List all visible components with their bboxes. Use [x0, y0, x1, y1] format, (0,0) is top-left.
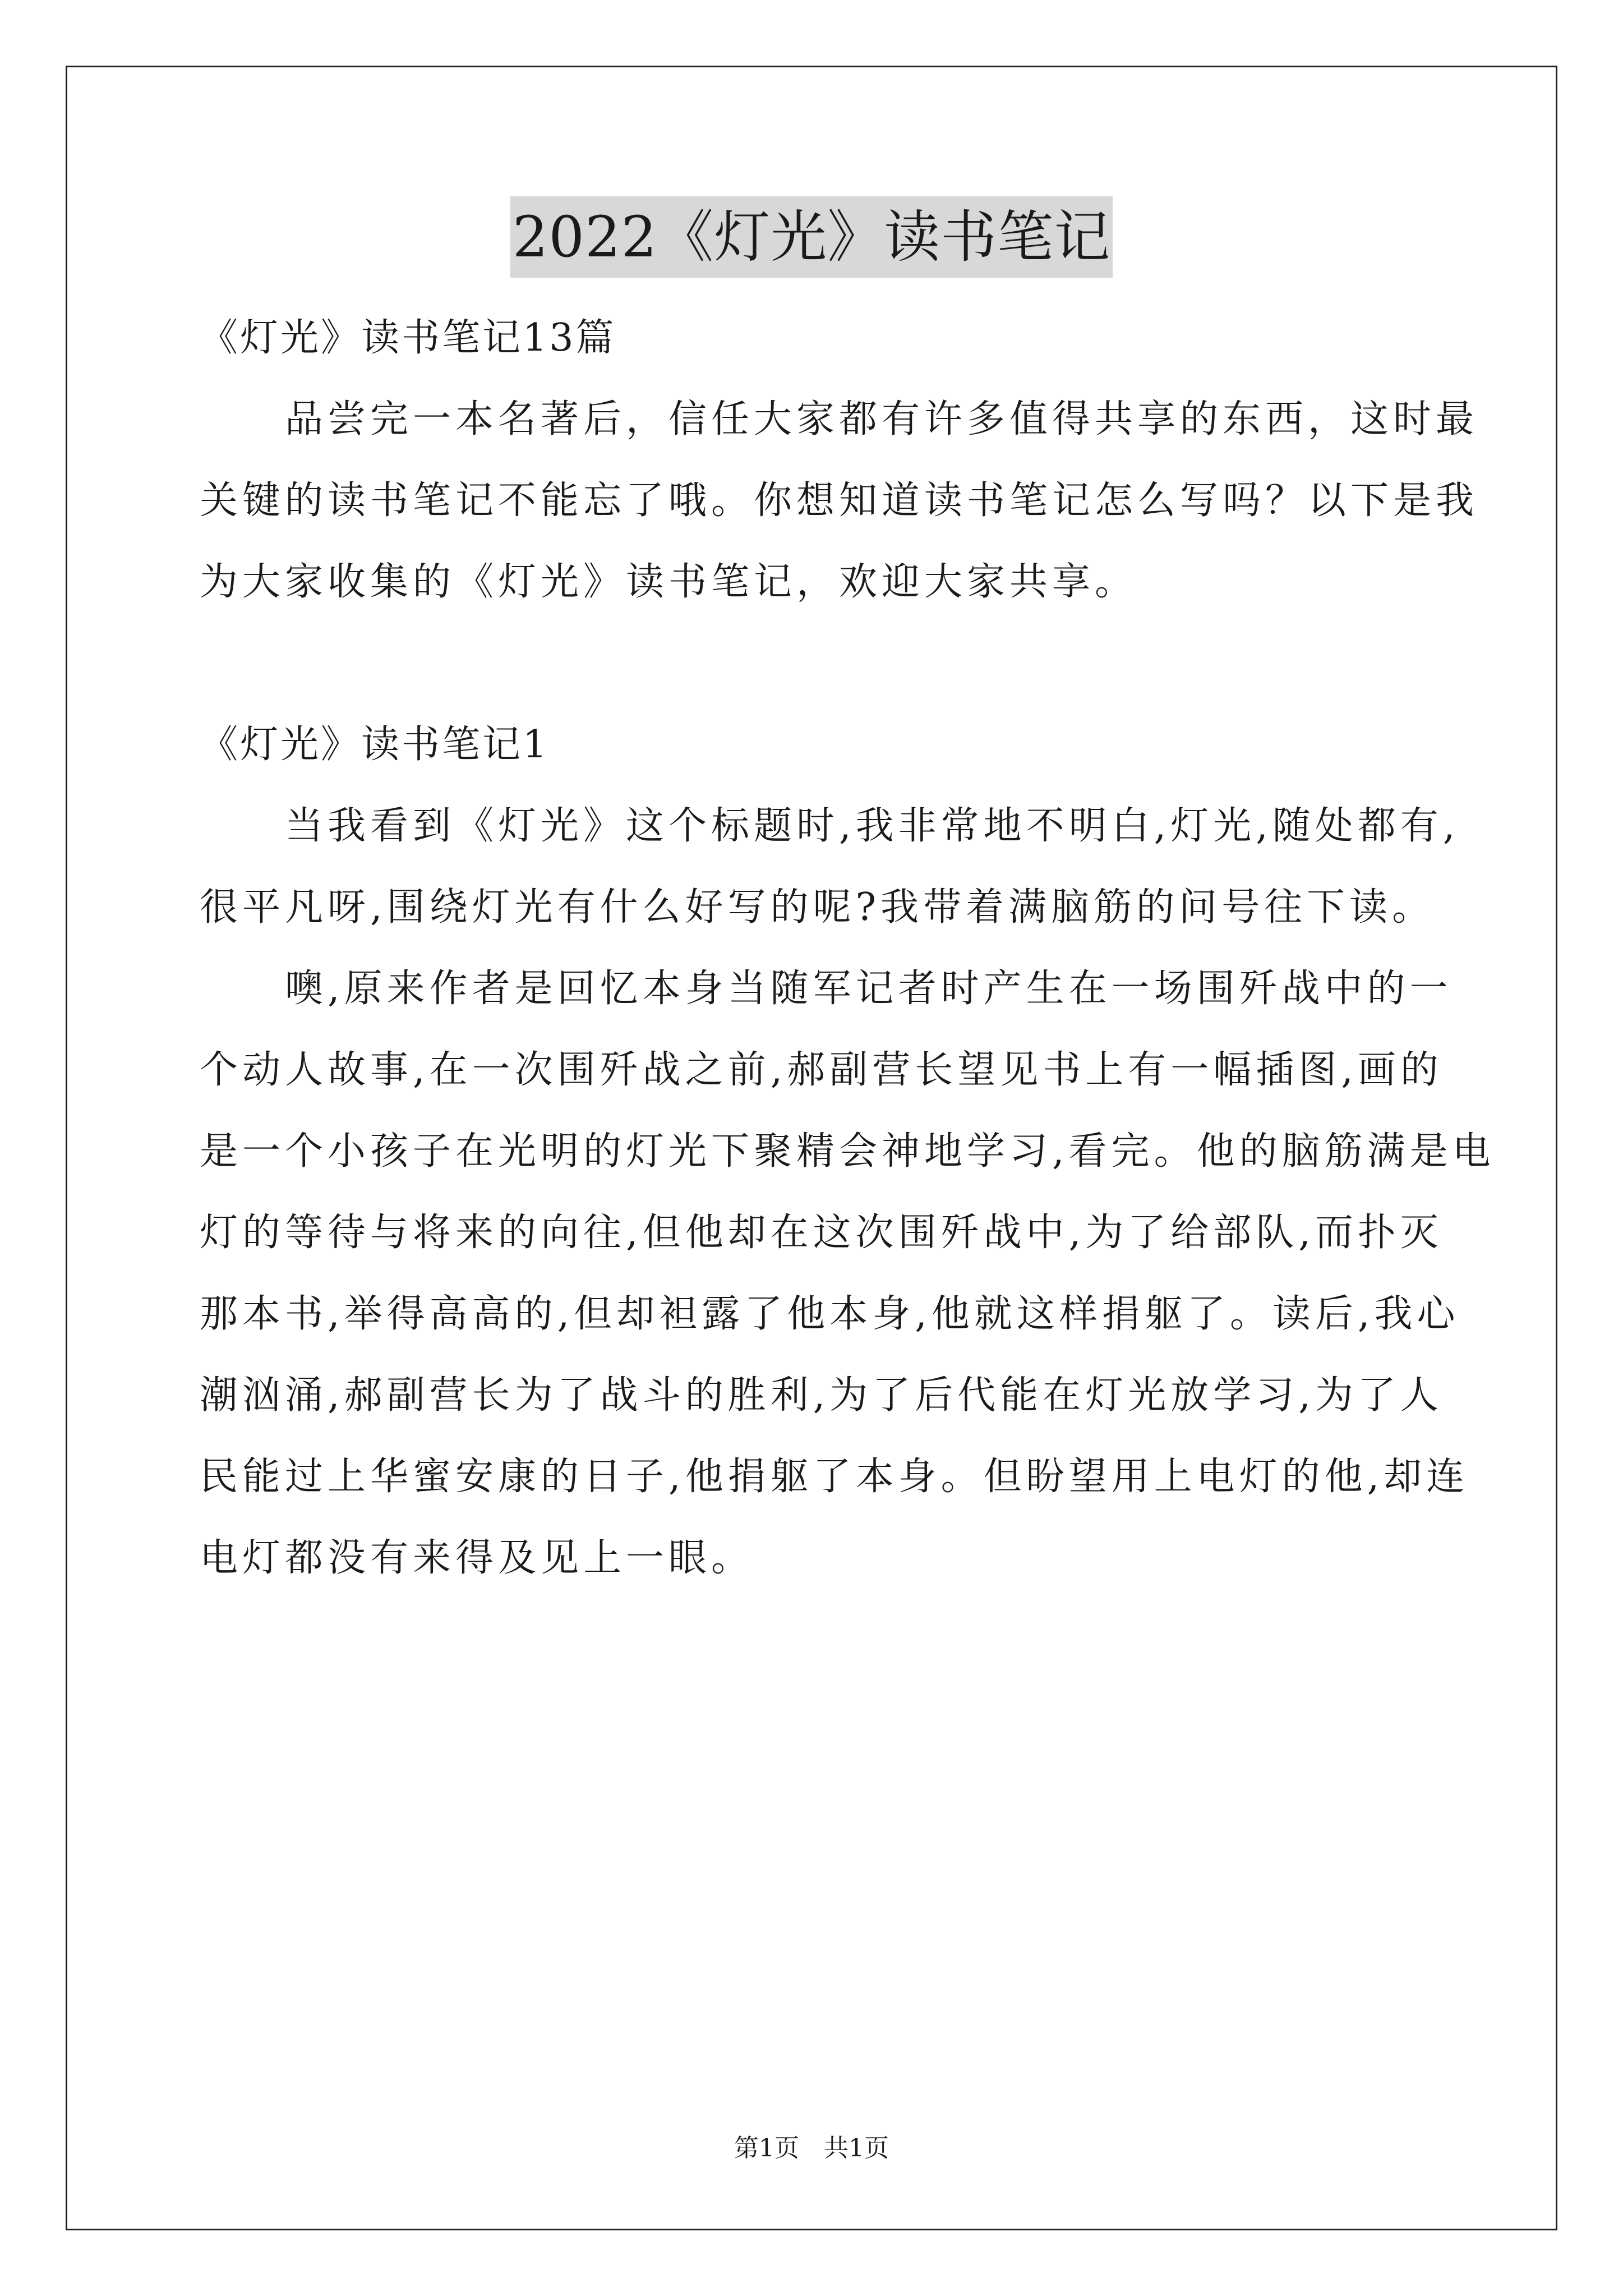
paragraph-line: 灯的等待与将来的向往,但他却在这次围歼战中,为了给部队,而扑灭: [200, 1211, 1443, 1255]
document-body: [200, 297, 1495, 1599]
paragraph-line: 个动人故事,在一次围歼战之前,郝副营长望见书上有一幅插图,画的: [200, 1048, 1443, 1092]
page-footer: 第1页 共1页: [734, 2134, 889, 2162]
paragraph-line: 噢,原来作者是回忆本身当随军记者时产生在一场围歼战中的一: [200, 967, 1453, 1011]
intro-line: 品尝完一本名著后，信任大家都有许多值得共享的东西，这时最: [200, 397, 1479, 441]
intro-line: 为大家收集的《灯光》读书笔记，欢迎大家共享。: [200, 560, 1138, 604]
paragraph-line: 电灯都没有来得及见上一眼。: [200, 1536, 754, 1580]
paragraph-line: 是一个小孩子在光明的灯光下聚精会神地学习,看完。他的脑筋满是电: [200, 1129, 1495, 1174]
paragraph-line: 当我看到《灯光》这个标题时,我非常地不明白,灯光,随处都有,: [200, 804, 1460, 848]
paragraph-line: 潮汹涌,郝副营长为了战斗的胜利,为了后代能在灯光放学习,为了人: [200, 1373, 1443, 1418]
paragraph-line: 很平凡呀,围绕灯光有什么好写的呢?我带着满脑筋的问号往下读。: [200, 885, 1435, 930]
document-title: 2022《灯光》读书笔记: [510, 196, 1113, 278]
spacer: [200, 623, 1428, 704]
intro-line: 关键的读书笔记不能忘了哦。你想知道读书笔记怎么写吗？以下是我: [200, 478, 1479, 523]
paragraph-line: 民能过上华蜜安康的日子,他捐躯了本身。但盼望用上电灯的他,却连: [200, 1455, 1469, 1499]
paragraph-line: 那本书,举得高高的,但却袒露了他本身,他就这样捐躯了。读后,我心: [200, 1292, 1460, 1336]
document-subtitle: 《灯光》读书笔记13篇: [200, 316, 616, 360]
section-heading: 《灯光》读书笔记1: [200, 723, 550, 767]
title-container: [0, 196, 1623, 278]
